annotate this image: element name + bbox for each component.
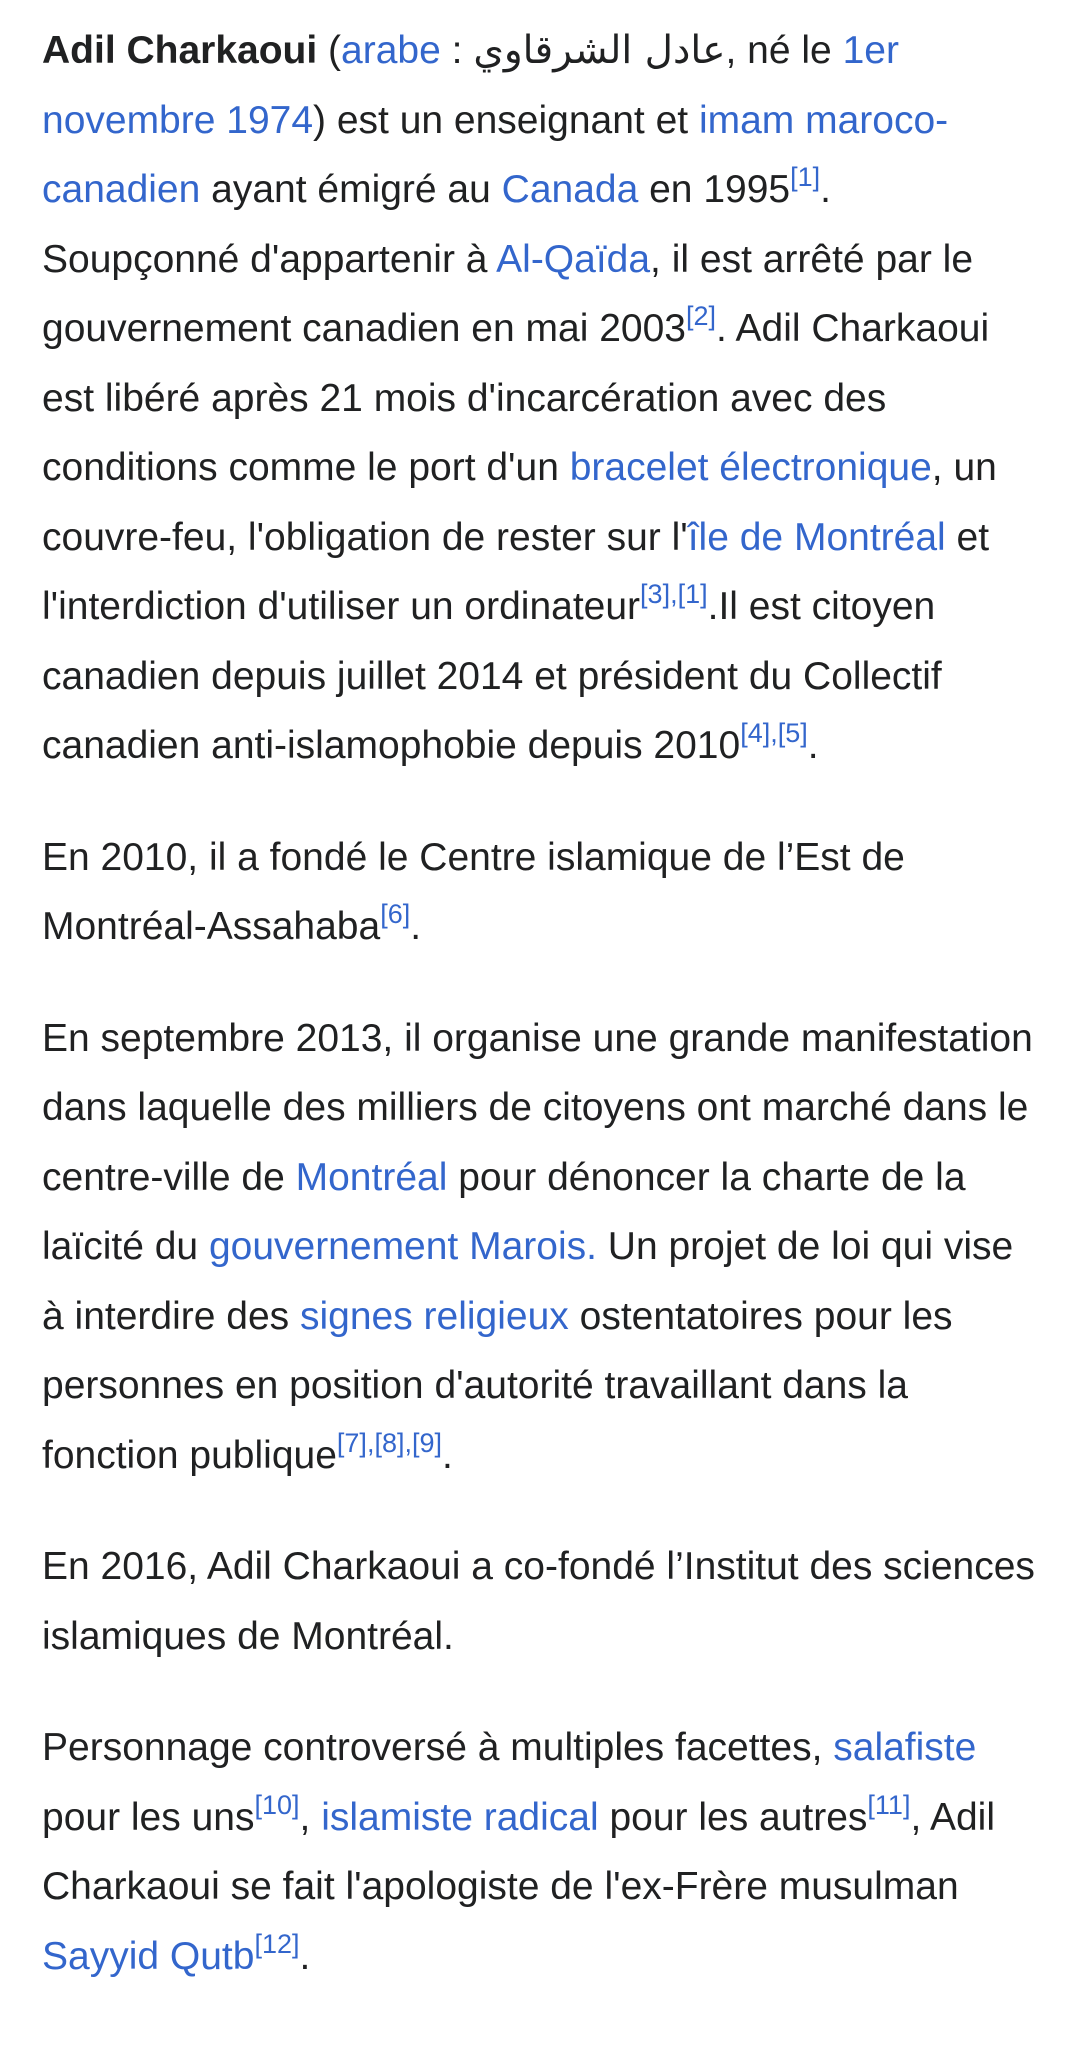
text: . — [442, 1433, 453, 1477]
link-canada[interactable]: Canada — [501, 168, 639, 211]
text: . — [807, 724, 819, 767]
text: ) est un enseignant et — [313, 98, 699, 142]
text: , un couvre-feu, l'obligation de rester sur l' — [42, 446, 997, 559]
reference-link-2[interactable]: [2] — [685, 300, 716, 331]
text: en 1995 — [638, 168, 791, 211]
text: En 2010, il a fondé le Centre islamique de l’Est de Montréal-Assahaba — [42, 835, 905, 948]
reference-link-4[interactable]: [4] — [740, 717, 771, 748]
reference-link-10[interactable]: [10] — [254, 1789, 300, 1820]
reference-group — [254, 1789, 299, 1819]
text: ayant émigré au — [200, 168, 502, 211]
paragraph-controverse — [42, 1713, 1038, 1991]
paragraph-2016 — [42, 1532, 1038, 1671]
link-arabe[interactable]: arabe — [341, 29, 441, 72]
paragraph-intro — [42, 16, 1038, 781]
text: . Soupçonné d'appartenir à — [42, 168, 831, 281]
link-birth-day[interactable]: 1er — [842, 29, 899, 72]
link-salafiste[interactable]: salafiste — [833, 1726, 977, 1769]
text: . — [299, 1934, 311, 1978]
text: En septembre 2013, il organise une grande manifestation dans laquelle des milliers de citoyens ont marché dans le centre-ville de — [42, 1016, 1033, 1199]
reference-separator: , — [404, 1427, 412, 1458]
link-ile-de-montreal[interactable]: île de Montréal — [687, 515, 946, 559]
link-bracelet-electronique[interactable]: bracelet électronique — [569, 446, 932, 489]
text: , Adil Charkaoui se fait l'apologiste de l'ex-Frère musulman — [42, 1795, 996, 1908]
article-subject: Adil Charkaoui — [42, 29, 318, 72]
text: , il est arrêté par le gouvernement canadien en mai 2003 — [42, 237, 974, 350]
reference-group — [740, 718, 808, 748]
link-al-qaida[interactable]: Al-Qaïda — [496, 237, 651, 281]
text: : — [440, 29, 474, 72]
reference-group — [867, 1789, 910, 1819]
link-birth-month-year[interactable]: novembre 1974 — [42, 98, 314, 142]
reference-link-7[interactable]: [7] — [336, 1427, 367, 1458]
link-sayyid-qutb[interactable]: Sayyid Qutb — [42, 1934, 255, 1978]
text: ( — [317, 29, 342, 72]
text: . Adil Charkaoui est libéré après 21 mois d'incarcération avec des conditions comme le port d'un — [42, 307, 990, 489]
arabic-name: عادل الشرقاوي — [473, 28, 726, 73]
reference-link-1[interactable]: [1] — [677, 578, 708, 609]
reference-separator: , — [770, 717, 778, 748]
reference-group — [254, 1928, 299, 1958]
reference-separator: , — [366, 1427, 375, 1458]
reference-group — [337, 1427, 442, 1457]
reference-group — [640, 579, 708, 609]
reference-separator: , — [670, 578, 678, 609]
text: Personnage controversé à multiples facettes, — [42, 1726, 834, 1769]
reference-link-12[interactable]: [12] — [254, 1928, 300, 1959]
link-signes-religieux[interactable]: signes religieux — [299, 1294, 569, 1338]
text: , né le — [725, 29, 843, 72]
reference-link-9[interactable]: [9] — [412, 1427, 443, 1458]
link-imam[interactable]: imam maroco-canadien — [42, 98, 949, 211]
link-islamiste-radical[interactable]: islamiste radical — [321, 1795, 599, 1839]
text: et l'interdiction d'utiliser un ordinateur — [42, 515, 990, 628]
reference-link-3[interactable]: [3] — [640, 578, 671, 609]
reference-link-6[interactable]: [6] — [380, 898, 411, 929]
text: Un projet de loi qui vise à interdire des — [42, 1225, 1014, 1338]
paragraph-2013 — [42, 1004, 1038, 1491]
text: . — [410, 905, 422, 948]
reference-group — [686, 301, 716, 331]
link-montreal[interactable]: Montréal — [295, 1155, 448, 1199]
reference-group — [790, 162, 820, 192]
text: pour les autres — [598, 1795, 868, 1839]
reference-link-11[interactable]: [11] — [867, 1789, 911, 1820]
reference-group — [380, 899, 410, 929]
text: En 2016, Adil Charkaoui a co-fondé l’Institut des sciences islamiques de Montréal. — [42, 1545, 1035, 1658]
text: .Il est citoyen canadien depuis juillet 2014 et président du Collectif canadien anti-islamophobie depuis 2010 — [42, 585, 942, 767]
text: pour dénoncer la charte de la laïcité du — [42, 1155, 966, 1268]
text: pour les uns — [42, 1795, 255, 1839]
reference-link-8[interactable]: [8] — [374, 1427, 405, 1458]
paragraph-2010 — [42, 823, 1038, 962]
link-gouvernement-marois[interactable]: gouvernement Marois. — [208, 1225, 597, 1268]
text: ostentatoires pour les personnes en position d'autorité travaillant dans la fonction publique — [42, 1294, 953, 1477]
reference-link-5[interactable]: [5] — [777, 717, 808, 748]
text: , — [299, 1795, 322, 1839]
reference-link-1[interactable]: [1] — [790, 161, 821, 192]
